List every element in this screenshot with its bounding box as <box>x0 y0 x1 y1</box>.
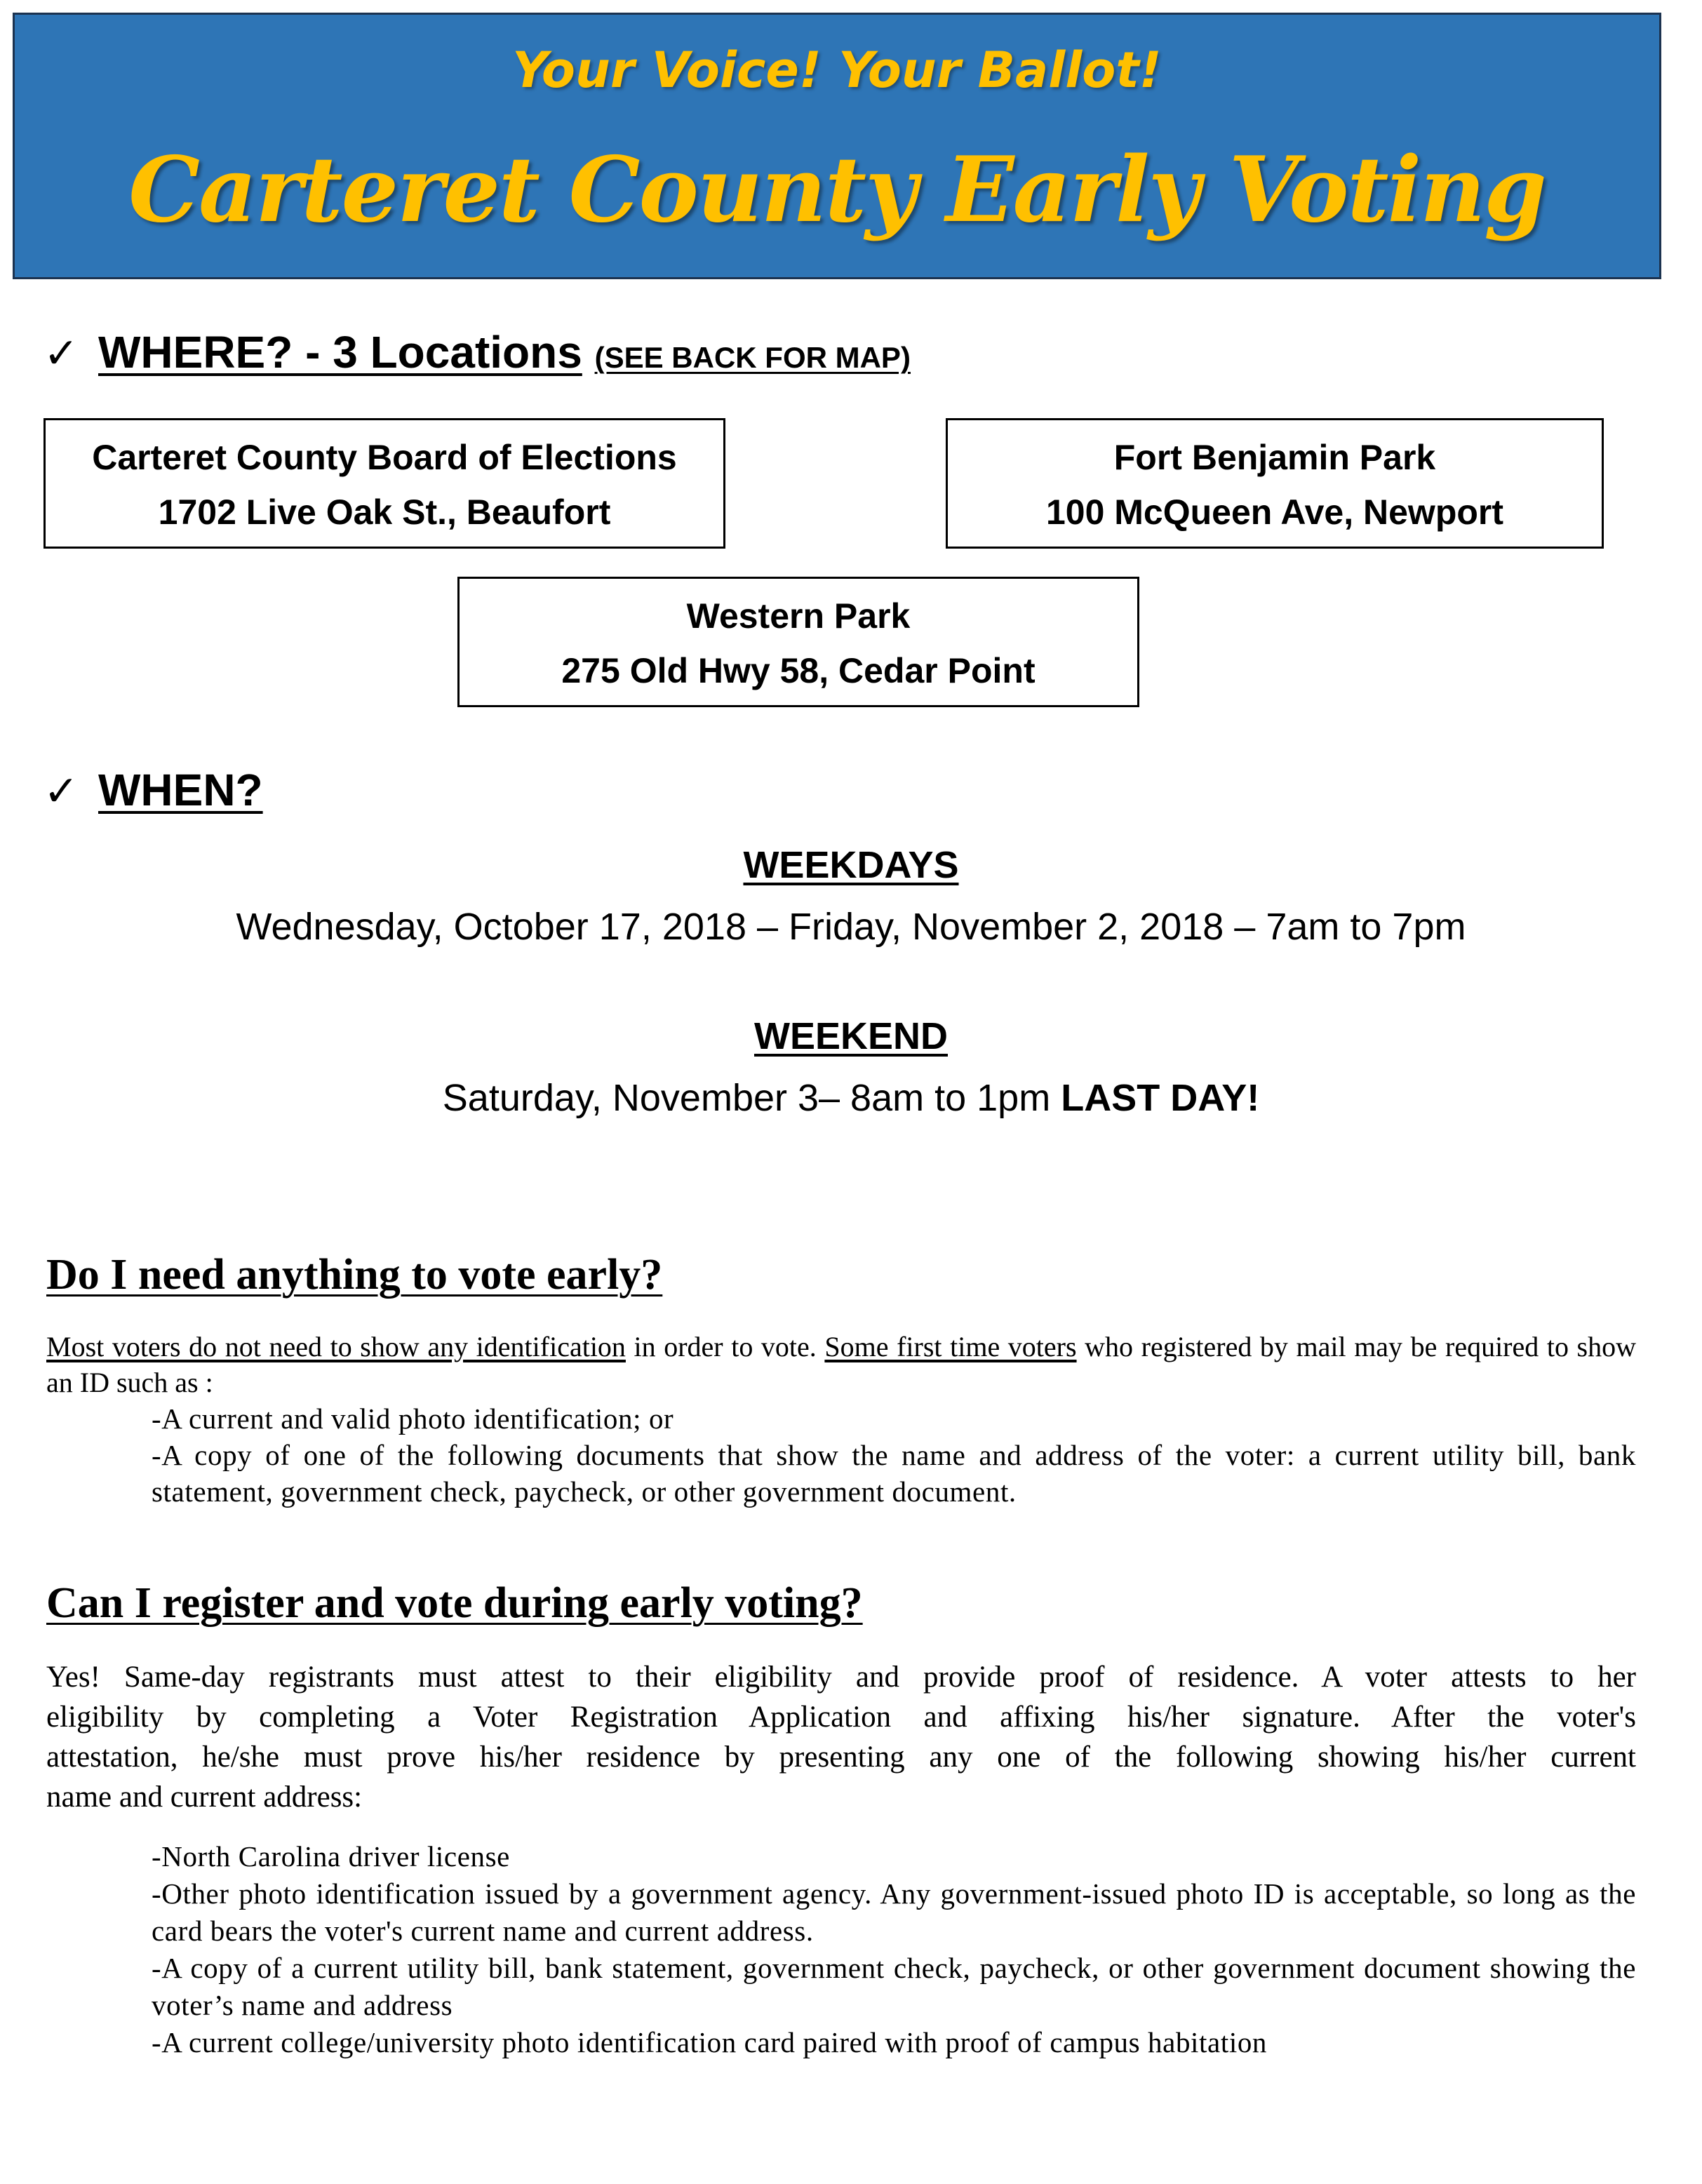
faq-heading-id-requirements: Do I need anything to vote early? <box>46 1251 663 1299</box>
last-day-emphasis: LAST DAY! <box>1061 1077 1260 1119</box>
weekdays-label: WEEKDAYS <box>743 844 959 886</box>
intro-text: in order to vote. <box>625 1331 825 1362</box>
location-name: Western Park <box>686 596 911 636</box>
weekend-label: WEEKEND <box>753 1015 948 1057</box>
faq-intro-paragraph <box>46 1329 1636 1400</box>
header-banner <box>13 13 1661 279</box>
location-name: Fort Benjamin Park <box>1113 438 1436 477</box>
where-heading <box>43 327 911 377</box>
list-item: -A current college/university photo identification card paired with proof of campus habitation <box>152 2026 1268 2058</box>
paragraph-line: eligibility by completing a Voter Registration Application and affixing his/her signature. After the voter's <box>46 1701 1636 1734</box>
underlined-phrase: Some first time voters <box>824 1331 1077 1362</box>
weekend-dates: Saturday, November 3– 8am to 1pm <box>442 1077 1061 1119</box>
checkmark-icon: ✓ <box>43 768 79 815</box>
list-item: -A copy of a current utility bill, bank statement, government check, paycheck, or other government document showing the voter’s name and address <box>152 1952 1636 2021</box>
faq-heading-same-day-registration: Can I register and vote during early voting? <box>46 1579 863 1627</box>
checkmark-icon: ✓ <box>43 330 79 377</box>
id-document-list <box>152 1400 1636 1510</box>
location-box-beaufort <box>43 418 725 549</box>
location-address: 275 Old Hwy 58, Cedar Point <box>561 651 1036 690</box>
when-heading-text: WHEN? <box>98 765 263 815</box>
location-name: Carteret County Board of Elections <box>92 438 677 477</box>
paragraph-line: name and current address: <box>46 1781 363 1814</box>
banner-tagline: Your Voice! Your Ballot! <box>512 41 1162 99</box>
proof-of-residence-list <box>152 1838 1636 2061</box>
list-item: -North Carolina driver license <box>152 1840 510 1873</box>
list-item: -A current and valid photo identification; or <box>152 1402 674 1435</box>
location-box-cedar-point <box>457 577 1139 707</box>
map-note: (SEE BACK FOR MAP) <box>594 341 911 374</box>
location-address: 1702 Live Oak St., Beaufort <box>158 493 611 532</box>
list-item: -A copy of one of the following documents that show the name and address of the voter: a current utility bill, bank statement, government check, paycheck, or other government document. <box>152 1439 1636 1508</box>
where-heading-text: WHERE? - 3 Locations <box>98 327 582 377</box>
faq-registration-paragraph <box>46 1657 1636 1817</box>
paragraph-line: Yes! Same-day registrants must attest to their eligibility and provide proof of residence. A voter attests to her <box>46 1661 1636 1694</box>
page-title: Carteret County Early Voting <box>128 138 1546 243</box>
list-item: -Other photo identification issued by a government agency. Any government-issued photo ID is acceptable, so long as the card bears the voter's current name and current address. <box>152 1877 1636 1947</box>
underlined-phrase: Most voters do not need to show any identification <box>46 1331 626 1362</box>
location-address: 100 McQueen Ave, Newport <box>1045 493 1504 532</box>
weekend-line <box>0 1076 1702 1120</box>
when-heading <box>43 765 263 815</box>
location-box-newport <box>946 418 1604 549</box>
intro-text: who registered by mail may be required to show an ID such as : <box>46 1331 1637 1398</box>
weekdays-dates: Wednesday, October 17, 2018 – Friday, November 2, 2018 – 7am to 7pm <box>236 906 1466 948</box>
paragraph-line: attestation, he/she must prove his/her residence by presenting any one of the following showing his/her current <box>46 1741 1636 1774</box>
